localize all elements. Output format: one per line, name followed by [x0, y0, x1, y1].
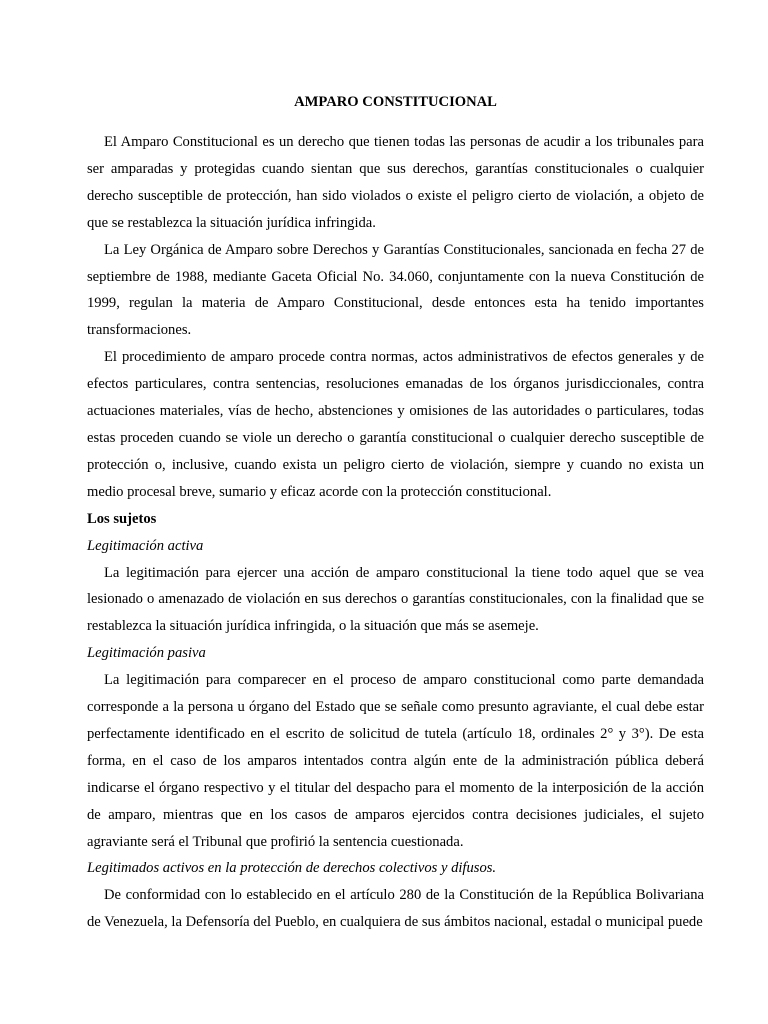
subheading-legitimacion-activa: Legitimación activa	[87, 537, 204, 554]
paragraph-ley-organica: La Ley Orgánica de Amparo sobre Derechos y Garantías Constitucionales, sancionada en fecha 27 de septiembre de 1988, mediante Gaceta Oficial No. 34.060, conjuntamente con la nueva Constitución de 1999, regulan la materia de Amparo Constitucional, desde entonces esta ha tenido importantes transformaciones.	[87, 241, 704, 339]
document-title: AMPARO CONSTITUCIONAL	[294, 94, 497, 110]
paragraph-legitimacion-pasiva: La legitimación para comparecer en el proceso de amparo constitucional como parte demandada corresponde a la persona u órgano del Estado que se señale como presunto agraviante, el cual debe estar perfectamente identificado en el escrito de solicitud de tutela (artículo 18, ordinales 2° y 3°). De esta forma, en el caso de los amparos intentados contra algún ente de la administración pública deberá indicarse el órgano respectivo y el titular del despacho para el momento de la interposición de la acción de amparo, mientras que en los casos de amparos ejercidos contra decisiones judiciales, el sujeto agraviante será el Tribunal que profirió la sentencia cuestionada.	[87, 672, 704, 850]
subheading-legitimacion-pasiva: Legitimación pasiva	[87, 645, 206, 662]
paragraph-defensoria: De conformidad con lo establecido en el artículo 280 de la Constitución de la República Bolivariana de Venezuela, la Defensoría del Pueblo, en cualquiera de sus ámbitos nacional, estadal o municipal puede	[87, 887, 704, 931]
paragraph-legitimacion-activa: La legitimación para ejercer una acción de amparo constitucional la tiene todo aquel que se vea lesionado o amenazado de violación en sus derechos o garantías constitucionales, con la finalidad que se restablezca la situación jurídica infringida, o la situación que más se asemeje.	[87, 564, 704, 635]
paragraph-definition: El Amparo Constitucional es un derecho que tienen todas las personas de acudir a los tribunales para ser amparadas y protegidas cuando sientan que sus derechos, garantías constitucionales o cualquier derecho susceptible de protección, han sido violados o existe el peligro cierto de violación, a objeto de que se restablezca la situación jurídica infringida.	[87, 134, 704, 231]
subheading-derechos-colectivos: Legitimados activos en la protección de derechos colectivos y difusos.	[87, 860, 497, 877]
document-page	[87, 89, 704, 936]
section-heading-sujetos: Los sujetos	[87, 510, 157, 527]
paragraph-procedimiento: El procedimiento de amparo procede contra normas, actos administrativos de efectos generales y de efectos particulares, contra sentencias, resoluciones emanadas de los órganos jurisdiccionales, contra actuaciones materiales, vías de hecho, abstenciones y omisiones de las autoridades o particulares, todas estas proceden cuando se viole un derecho o garantía constitucional o cualquier derecho susceptible de protección o, inclusive, cuando exista un peligro cierto de violación, siempre y cuando no exista un medio procesal breve, sumario y eficaz acorde con la protección constitucional.	[87, 349, 704, 500]
